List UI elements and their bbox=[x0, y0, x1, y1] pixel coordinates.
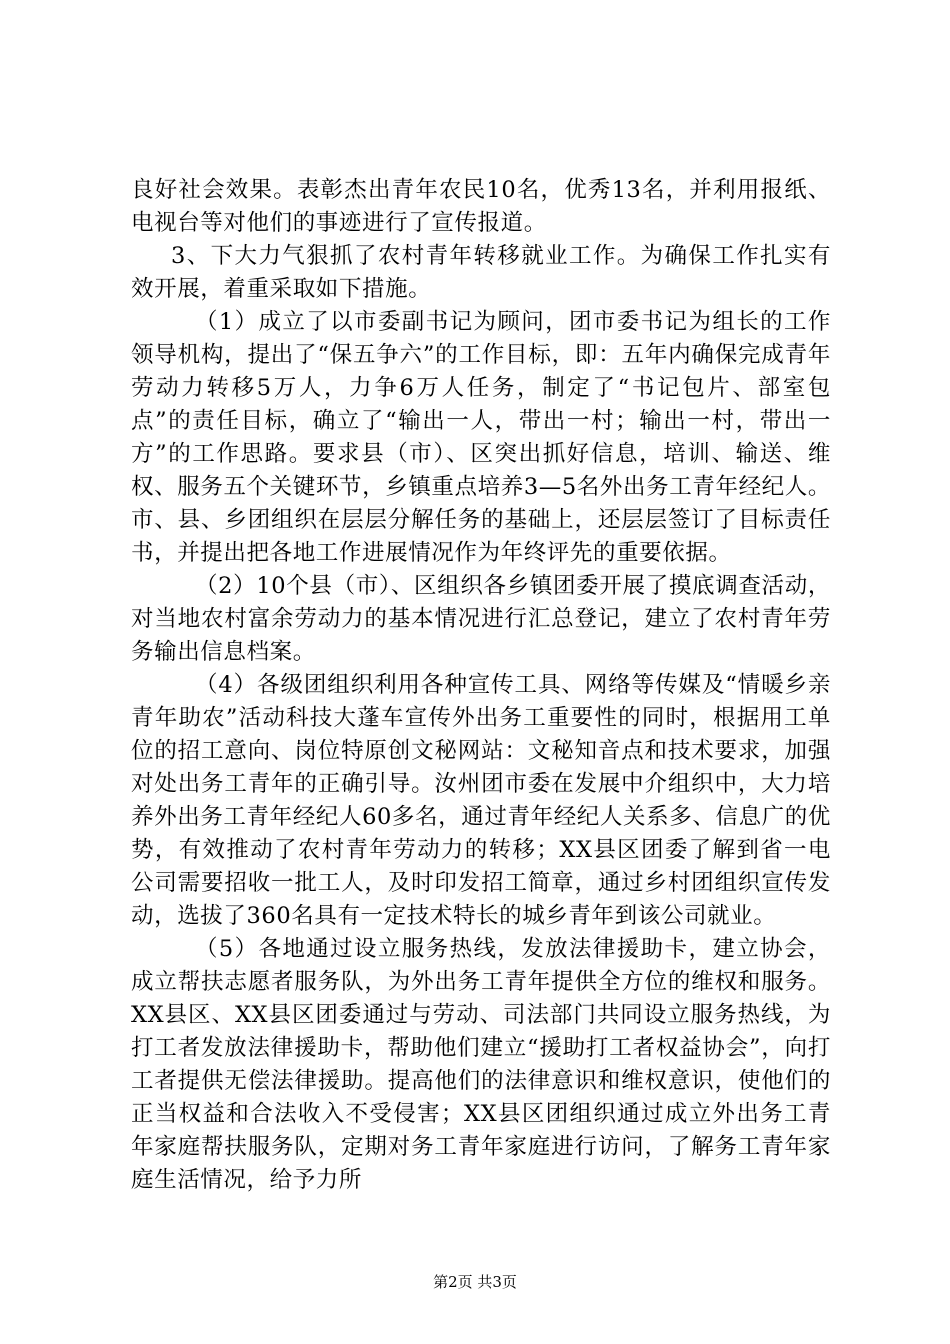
document-body bbox=[131, 174, 831, 1197]
paragraph-social-effect: 良好社会效果。表彰杰出青年农民10名，优秀13名，并利用报纸、电视台等对他们的事迹进行了宣传报道。 bbox=[131, 177, 831, 236]
paragraph-item-2: （2）10个县（市）、区组织各乡镇团委开展了摸底调查活动，对当地农村富余劳动力的基本情况进行汇总登记，建立了农村青年劳务输出信息档案。 bbox=[131, 573, 831, 665]
paragraph-item-4: （4）各级团组织利用各种宣传工具、网络等传媒及“情暖乡亲青年助农”活动科技大蓬车宣传外出务工重要性的同时，根据用工单位的招工意向、岗位特原创文秘网站：文秘知音点和技术要求，加强对处出务工青年的正确引导。汝州团市委在发展中介组织中，大力培养外出务工青年经纪人60多名，通过青年经纪人关系多、信息广的优势，有效推动了农村青年劳动力的转移；XX县区团委了解到省一电公司需要招收一批工人，及时印发招工简章，通过乡村团组织宣传发动，选拔了360名具有一定技术特长的城乡青年到该公司就业。 bbox=[131, 672, 831, 929]
paragraph-section-3-heading: 3、下大力气狠抓了农村青年转移就业工作。为确保工作扎实有效开展，着重采取如下措施。 bbox=[131, 243, 831, 302]
paragraph-item-1: （1）成立了以市委副书记为顾问，团市委书记为组长的工作领导机构，提出了“保五争六”的工作目标，即：五年内确保完成青年劳动力转移5万人，力争6万人任务，制定了“书记包片、部室包点”的责任目标，确立了“输出一人，带出一村；输出一村，带出一方”的工作思路。要求县（市）、区突出抓好信息，培训、输送、维权、服务五个关键环节，乡镇重点培养3—5名外出务工青年经纪人。市、县、乡团组织在层层分解任务的基础上，还层层签订了目标责任书，并提出把各地工作进展情况作为年终评先的重要依据。 bbox=[131, 309, 831, 566]
paragraph-item-5: （5）各地通过设立服务热线，发放法律援助卡，建立协会，成立帮扶志愿者服务队，为外出务工青年提供全方位的维权和服务。XX县区、XX县区团委通过与劳动、司法部门共同设立服务热线，为打工者发放法律援助卡，帮助他们建立“援助打工者权益协会”，向打工者提供无偿法律援助。提高他们的法律意识和维权意识，使他们的正当权益和合法收入不受侵害；XX县区团组织通过成立外出务工青年家庭帮扶服务队，定期对务工青年家庭进行访问，了解务工青年家庭生活情况，给予力所 bbox=[131, 936, 831, 1193]
page-footer: 第2页 共3页 bbox=[433, 1273, 517, 1291]
